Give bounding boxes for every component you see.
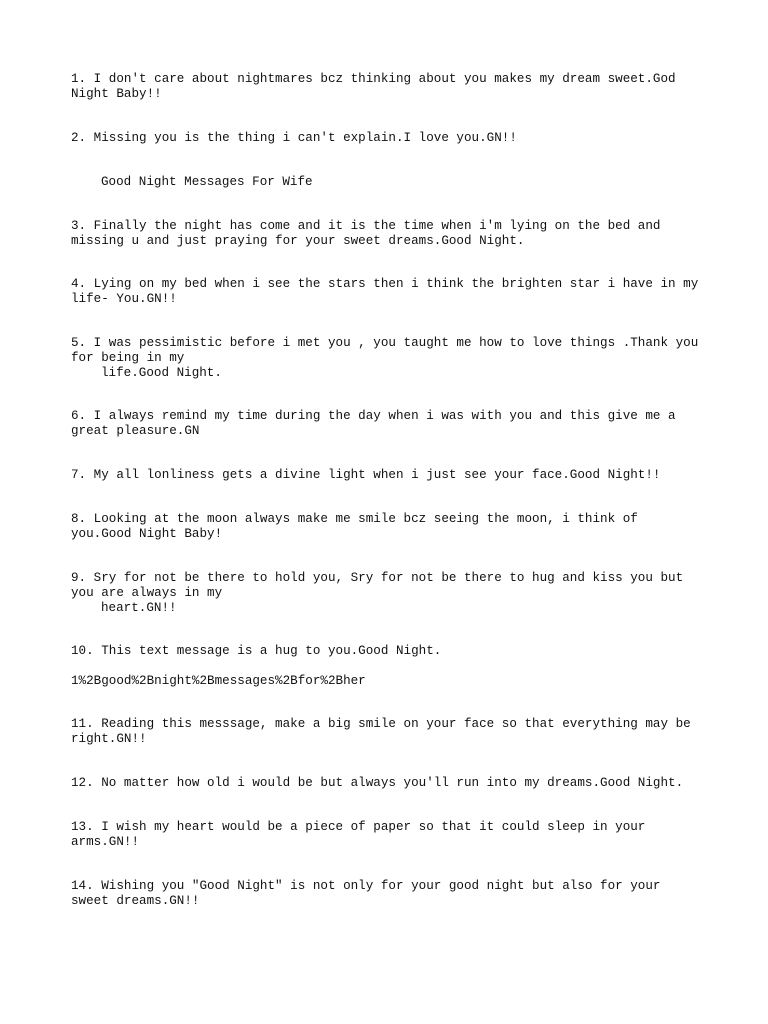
message-5-line-2: for being in my: [71, 351, 185, 365]
message-5-line-1: 5. I was pessimistic before i met you , you taught me how to love things .Thank you: [71, 336, 699, 350]
message-13-line-1: 13. I wish my heart would be a piece of paper so that it could sleep in your: [71, 820, 646, 834]
message-13-line-2: arms.GN!!: [71, 835, 140, 849]
message-5-line-3: life.Good Night.: [101, 366, 222, 380]
message-14-line-1: 14. Wishing you "Good Night" is not only for your good night but also for your: [71, 879, 661, 893]
message-6-line-2: great pleasure.GN: [71, 424, 200, 438]
message-8-line-2: you.Good Night Baby!: [71, 527, 223, 541]
section-heading: Good Night Messages For Wife: [101, 175, 313, 189]
message-11-line-1: 11. Reading this messsage, make a big smile on your face so that everything may be: [71, 717, 691, 731]
message-9-line-1: 9. Sry for not be there to hold you, Sry for not be there to hug and kiss you but: [71, 571, 684, 585]
message-4-line-2: life- You.GN!!: [71, 292, 177, 306]
image-filename-text: 1%2Bgood%2Bnight%2Bmessages%2Bfor%2Bher: [71, 674, 366, 688]
message-9-line-2: you are always in my: [71, 586, 223, 600]
message-12-line-1: 12. No matter how old i would be but always you'll run into my dreams.Good Night.: [71, 776, 684, 790]
message-1-line-1: 1. I don't care about nightmares bcz thinking about you makes my dream sweet.God: [71, 72, 676, 86]
message-6-line-1: 6. I always remind my time during the day when i was with you and this give me a: [71, 409, 676, 423]
message-1-line-2: Night Baby!!: [71, 87, 162, 101]
message-8-line-1: 8. Looking at the moon always make me smile bcz seeing the moon, i think of: [71, 512, 638, 526]
message-3-line-1: 3. Finally the night has come and it is the time when i'm lying on the bed and: [71, 219, 661, 233]
message-2-line-1: 2. Missing you is the thing i can't explain.I love you.GN!!: [71, 131, 517, 145]
message-7-line-1: 7. My all lonliness gets a divine light when i just see your face.Good Night!!: [71, 468, 661, 482]
message-4-line-1: 4. Lying on my bed when i see the stars then i think the brighten star i have in my: [71, 277, 699, 291]
message-9-line-3: heart.GN!!: [101, 601, 177, 615]
message-11-line-2: right.GN!!: [71, 732, 147, 746]
message-10-line-1: 10. This text message is a hug to you.Good Night.: [71, 644, 442, 658]
message-14-line-2: sweet dreams.GN!!: [71, 894, 200, 908]
message-3-line-2: missing u and just praying for your sweet dreams.Good Night.: [71, 234, 525, 248]
